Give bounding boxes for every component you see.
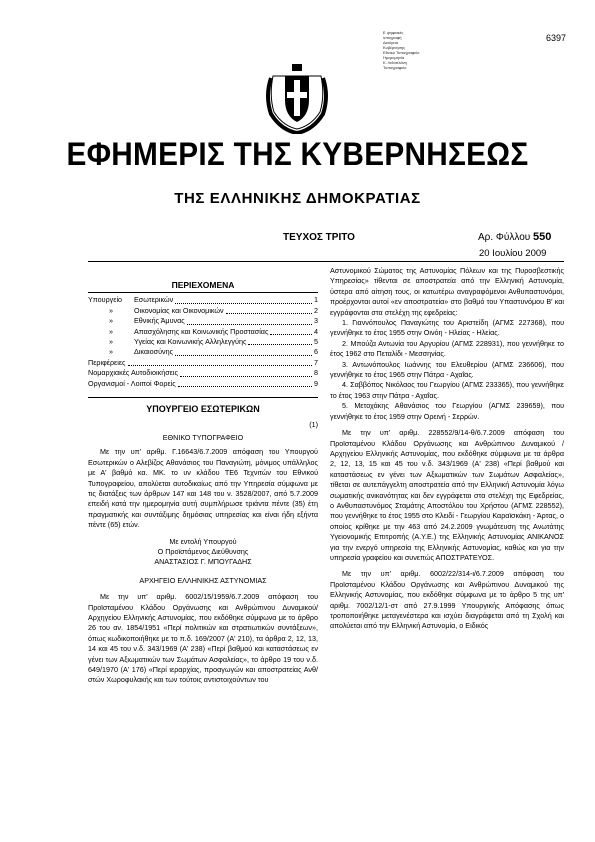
ministry-heading: ΥΠΟΥΡΓΕΙΟ ΕΣΩΤΕΡΙΚΩΝ	[146, 404, 260, 415]
toc-row-page: 4	[314, 326, 318, 336]
issue-number-value: 550	[533, 231, 552, 243]
signature-title: Ο Προϊστάμενος Διεύθυνσης	[157, 546, 249, 556]
toc-row-text: Νομαρχιακές Αυτοδιοικήσεις	[88, 368, 178, 378]
signature-line: Εθνικό Τυπογραφείο	[383, 50, 420, 55]
toc-row-text: Περιφέρειες	[88, 357, 126, 367]
toc-row-page: 3	[314, 316, 318, 326]
toc-row-text: Εσωτερικών	[134, 295, 174, 305]
greek-coat-of-arms-icon	[263, 62, 331, 134]
toc-row-text: Δικαιοσύνης	[134, 347, 174, 357]
toc-leader	[180, 376, 312, 377]
signature-line: Διαύγεια	[383, 40, 399, 45]
toc-row	[88, 316, 318, 326]
decision-paragraph: Αστυνομικού Σώματος της Αστυνομίας Πόλεων και της Πυροσβεστικής Υπηρεσίας» τίθενται σε αποστρατεία από την Ελληνική Αστυνομία, ύστερα από αίτηση τους, οι κατωτέρω αναγραφόμενοι Ανθυπαστυνόμοι, προέρχονται αυτοί «εν αποστρατεία» στο βαθμό του Υπαστυνόμου Β' και εγγράφονται στα στελέχη της εφεδρείας:	[330, 266, 564, 317]
toc-row	[88, 337, 318, 347]
list-item: 3. Αντωνόπουλος Ιωάννης του Ελευθερίου (ΑΓΜΣ 236606), που γεννήθηκε το έτος 1965 στην Πάτρα - Αχαΐας.	[330, 359, 564, 380]
toc-row-label: »	[109, 316, 113, 326]
toc-row-text: Οικονομίας και Οικονομικών	[134, 305, 224, 315]
toc-row-page: 5	[314, 337, 318, 347]
toc-row-page: 6	[314, 347, 318, 357]
header-divider	[88, 261, 564, 262]
toc-row-text: Οργανισμοί - Λοιποί Φορείς	[88, 378, 176, 388]
list-item: 2. Μπούζα Αντωνία του Αργυρίου (ΑΓΜΣ 228931), που γεννήθηκε το έτος 1962 στο Πεταλίδι - Μεσσηνίας.	[330, 338, 564, 359]
subheading-police-hq: ΑΡΧΗΓΕΙΟ ΕΛΛΗΝΙΚΗΣ ΑΣΤΥΝΟΜΙΑΣ	[139, 575, 267, 585]
toc-divider	[88, 292, 318, 293]
toc-leader	[270, 334, 312, 335]
signature-name: ΑΝΑΣΤΑΣΙΟΣ Γ. ΜΠΟΥΓΑΔΗΣ	[154, 557, 252, 567]
signature-line: Τυπογραφείο	[383, 65, 407, 70]
toc-leader	[187, 324, 312, 325]
toc-row	[88, 379, 318, 389]
issue-series: ΤΕΥΧΟΣ ΤΡΙΤΟ	[283, 232, 355, 243]
gazette-title: ΕΦΗΜΕΡΙΣ ΤΗΣ ΚΥΒΕΡΝΗΣΕΩΣ	[66, 136, 529, 172]
list-item: 4. Σαββόπος Νικόλαος του Γεωργίου (ΑΓΜΣ 233365), που γεννήθηκε το έτος 1963 στην Πάτρα - Αχαΐας.	[330, 380, 564, 400]
gazette-subtitle: ΤΗΣ ΕΛΛΗΝΙΚΗΣ ΔΗΜΟΚΡΑΤΙΑΣ	[174, 190, 421, 207]
toc-row	[88, 358, 318, 368]
signature-line: Κ. Λιθοπλάνη	[383, 60, 407, 65]
signature-mandate: Με εντολή Υπουργού	[169, 536, 237, 546]
decision-paragraph: Με την υπ' αριθμ. Γ.16643/6.7.2009 απόφαση του Υπουργού Εσωτερικών ο Αλεβίζος Αθανάσιος του Παναγιώτη, μόνιμος υπάλληλος με Α' βαθμό κα. ΜΚ. το υν κλάδου ΤΕ6 Τεχνιτών του Εθνικού Τυπογραφείου, απολύεται αυτοδικαίως από την Υπηρεσία σύμφωνα με τις διατάξεις των άρθρων 147 και 148 του ν. 3528/2007, από 5.7.2009 επειδή κατά την ημερομηνία αυτή συμπλήρωσε τριάντα πέντε (35) έτη πραγματικής και συντάξιμης δημόσιας υπηρεσίας και είναι ήδη εξήντα πέντε (65) ετών.	[88, 447, 318, 530]
signature-line: Ημερομηνία	[383, 55, 405, 60]
toc-row-label: Υπουργείο	[88, 295, 123, 305]
toc-leader	[178, 386, 312, 387]
signature-line: Ε ψηφιακές	[383, 30, 404, 35]
toc-row-page: 1	[314, 295, 318, 305]
table-of-contents	[88, 295, 318, 389]
digital-signature-block	[383, 30, 473, 70]
toc-row	[88, 295, 318, 305]
toc-row-page: 9	[314, 378, 318, 388]
toc-row	[88, 327, 318, 337]
toc-leader	[248, 344, 312, 345]
toc-heading: ΠΕΡΙΕΧΟΜΕΝΑ	[171, 280, 235, 290]
page-number: 6397	[546, 33, 567, 43]
toc-row-label: »	[109, 305, 113, 315]
toc-row-page: 7	[314, 357, 318, 367]
left-column	[88, 266, 318, 686]
decision-number: (1)	[309, 420, 318, 430]
toc-row	[88, 368, 318, 378]
toc-leader	[226, 313, 312, 314]
toc-row	[88, 347, 318, 357]
toc-row-label: »	[109, 337, 113, 347]
toc-row-page: 2	[314, 305, 318, 315]
toc-leader	[128, 365, 312, 366]
issue-number-label: Αρ. Φύλλου	[478, 232, 531, 243]
toc-row-page: 8	[314, 368, 318, 378]
decision-paragraph: Με την υπ' αριθμ. 6002/22/314-ι/6.7.2009 απόφαση του Προϊσταμένου Κλάδου Οργάνωσης και Ανθρώπινου Δυναμικού της Ελληνικής Αστυνομίας, που εκδόθηκε σύμφωνα με το άρθρο 5 της υπ' αριθμ. 7002/12/1-στ από 27.9.1999 Υπουργικής Απόφασης όπως τροποποιήθηκε μεταγενέστερα και ισχύει διαγράφεται από τη Σχολή και απολύεται από την Ελληνική Αστυνομία, ο Ειδικός	[330, 569, 564, 631]
toc-leader	[175, 303, 312, 304]
toc-leader	[175, 355, 312, 356]
toc-row-text: Απασχόλησης και Κοινωνικής Προστασίας	[134, 326, 269, 336]
toc-row-text: Εθνικής Άμυνας	[134, 316, 185, 326]
list-item: 5. Μετοχάκης Αθανάσιος του Γεωργίου (ΑΓΜΣ 239659), που γεννήθηκε το έτος 1959 στην Ορεινή - Σερρών.	[330, 401, 564, 421]
toc-row-text: Υγείας και Κοινωνικής Αλληλεγγύης	[134, 337, 247, 347]
issue-date: 20 Ιουλίου 2009	[479, 248, 547, 259]
signature-line: Κυβέρνησης	[383, 45, 406, 50]
subheading-national-printing-office: ΕΘΝΙΚΟ ΤΥΠΟΓΡΑΦΕΙΟ	[162, 432, 244, 442]
decision-paragraph: Με την υπ' αριθμ. 6002/15/1959/6.7.2009 απόφαση του Προϊσταμένου Κλάδου Οργάνωσης και Ανθρώπινου Δυναμικού/ Αρχηγείου Ελληνικής Αστυνομίας, που εκδόθηκε σύμφωνα με το άρθρο 26 του αν. 1854/1951 «Περί πολιτικών και στρατιωτικών συντάξεων», όπως κωδικοποιήθηκε με το π.δ. 169/2007 (Α' 210), τα άρθρα 2, 12, 13, 14 και 45 του ν.δ. 343/1969 (Α' 238) «Περί βαθμού και καταστάσεως εν γένει των Αξιωματικών των Σωμάτων Ασφαλείας», το άρθρο 19 του ν.δ. 649/1970 (Α' 176) «Περί ιεραρχίας, προαγωγών και αποστρατείας Ανθ/στών Χωροφυλακής και των τούτοις αντιστοιχούντων του	[88, 592, 318, 685]
list-item: 1. Γιαννόπουλος Παναγιώτης του Αριστείδη (ΑΓΜΣ 227368), που γεννήθηκε το έτος 1955 στην Οινόη - Ηλείας - Ηλείας.	[330, 318, 564, 338]
right-column	[330, 266, 564, 632]
toc-row-label: »	[109, 347, 113, 357]
decision-paragraph: Με την υπ' αριθμ. 228552/9/14-θ/6.7.2009 απόφαση του Προϊσταμένου Κλάδου Οργάνωσης και Ανθρώπινου Δυναμικού / Αρχηγείου Ελληνικής Αστυνομίας, που εκδόθηκε σύμφωνα με τα άρθρα 2, 12, 13, 15 και 45 του ν.δ. 343/1969 (Α' 238) «Περί βαθμού και καταστάσεως εν γένει των Αξιωματικών των Σωμάτων Ασφαλείας», τίθεται σε αυτεπάγγελτη αποστρατεία από την Ελληνική Αστυνομία λόγω σωματικής ανικανότητας και δεν εγγράφεται στα στελέχη της Εφεδρείας, ο Ανθυπαστυνόμος Σταμάτης Αποστόλου του Χρήστου (ΑΓΜΣ 228552), που γεννήθηκε το έτος 1955 στο Κλειδί - Γεωργίου Καραϊσκάκη - Άρτας, ο οποίος κρίθηκε με την 463 από 24.2.2009 γνωμάτευση της Ανωτάτης Υγειονομικής Επιτροπής (Α.Υ.Ε.) της Ελληνικής Αστυνομίας ΑΝΙΚΑΝΟΣ για την ενεργό υπηρεσία της Ελληνικής Αστυνομίας, καθώς και για την υπηρεσία γραφείου και συνεπώς ΑΠΟΣΤΡΑΤΕΥΟΣ.	[330, 428, 564, 562]
toc-row	[88, 306, 318, 316]
issue-number	[478, 231, 551, 243]
toc-row-label: »	[109, 326, 113, 336]
section-divider	[88, 397, 318, 398]
signature-line: υπογραφή	[383, 35, 402, 40]
